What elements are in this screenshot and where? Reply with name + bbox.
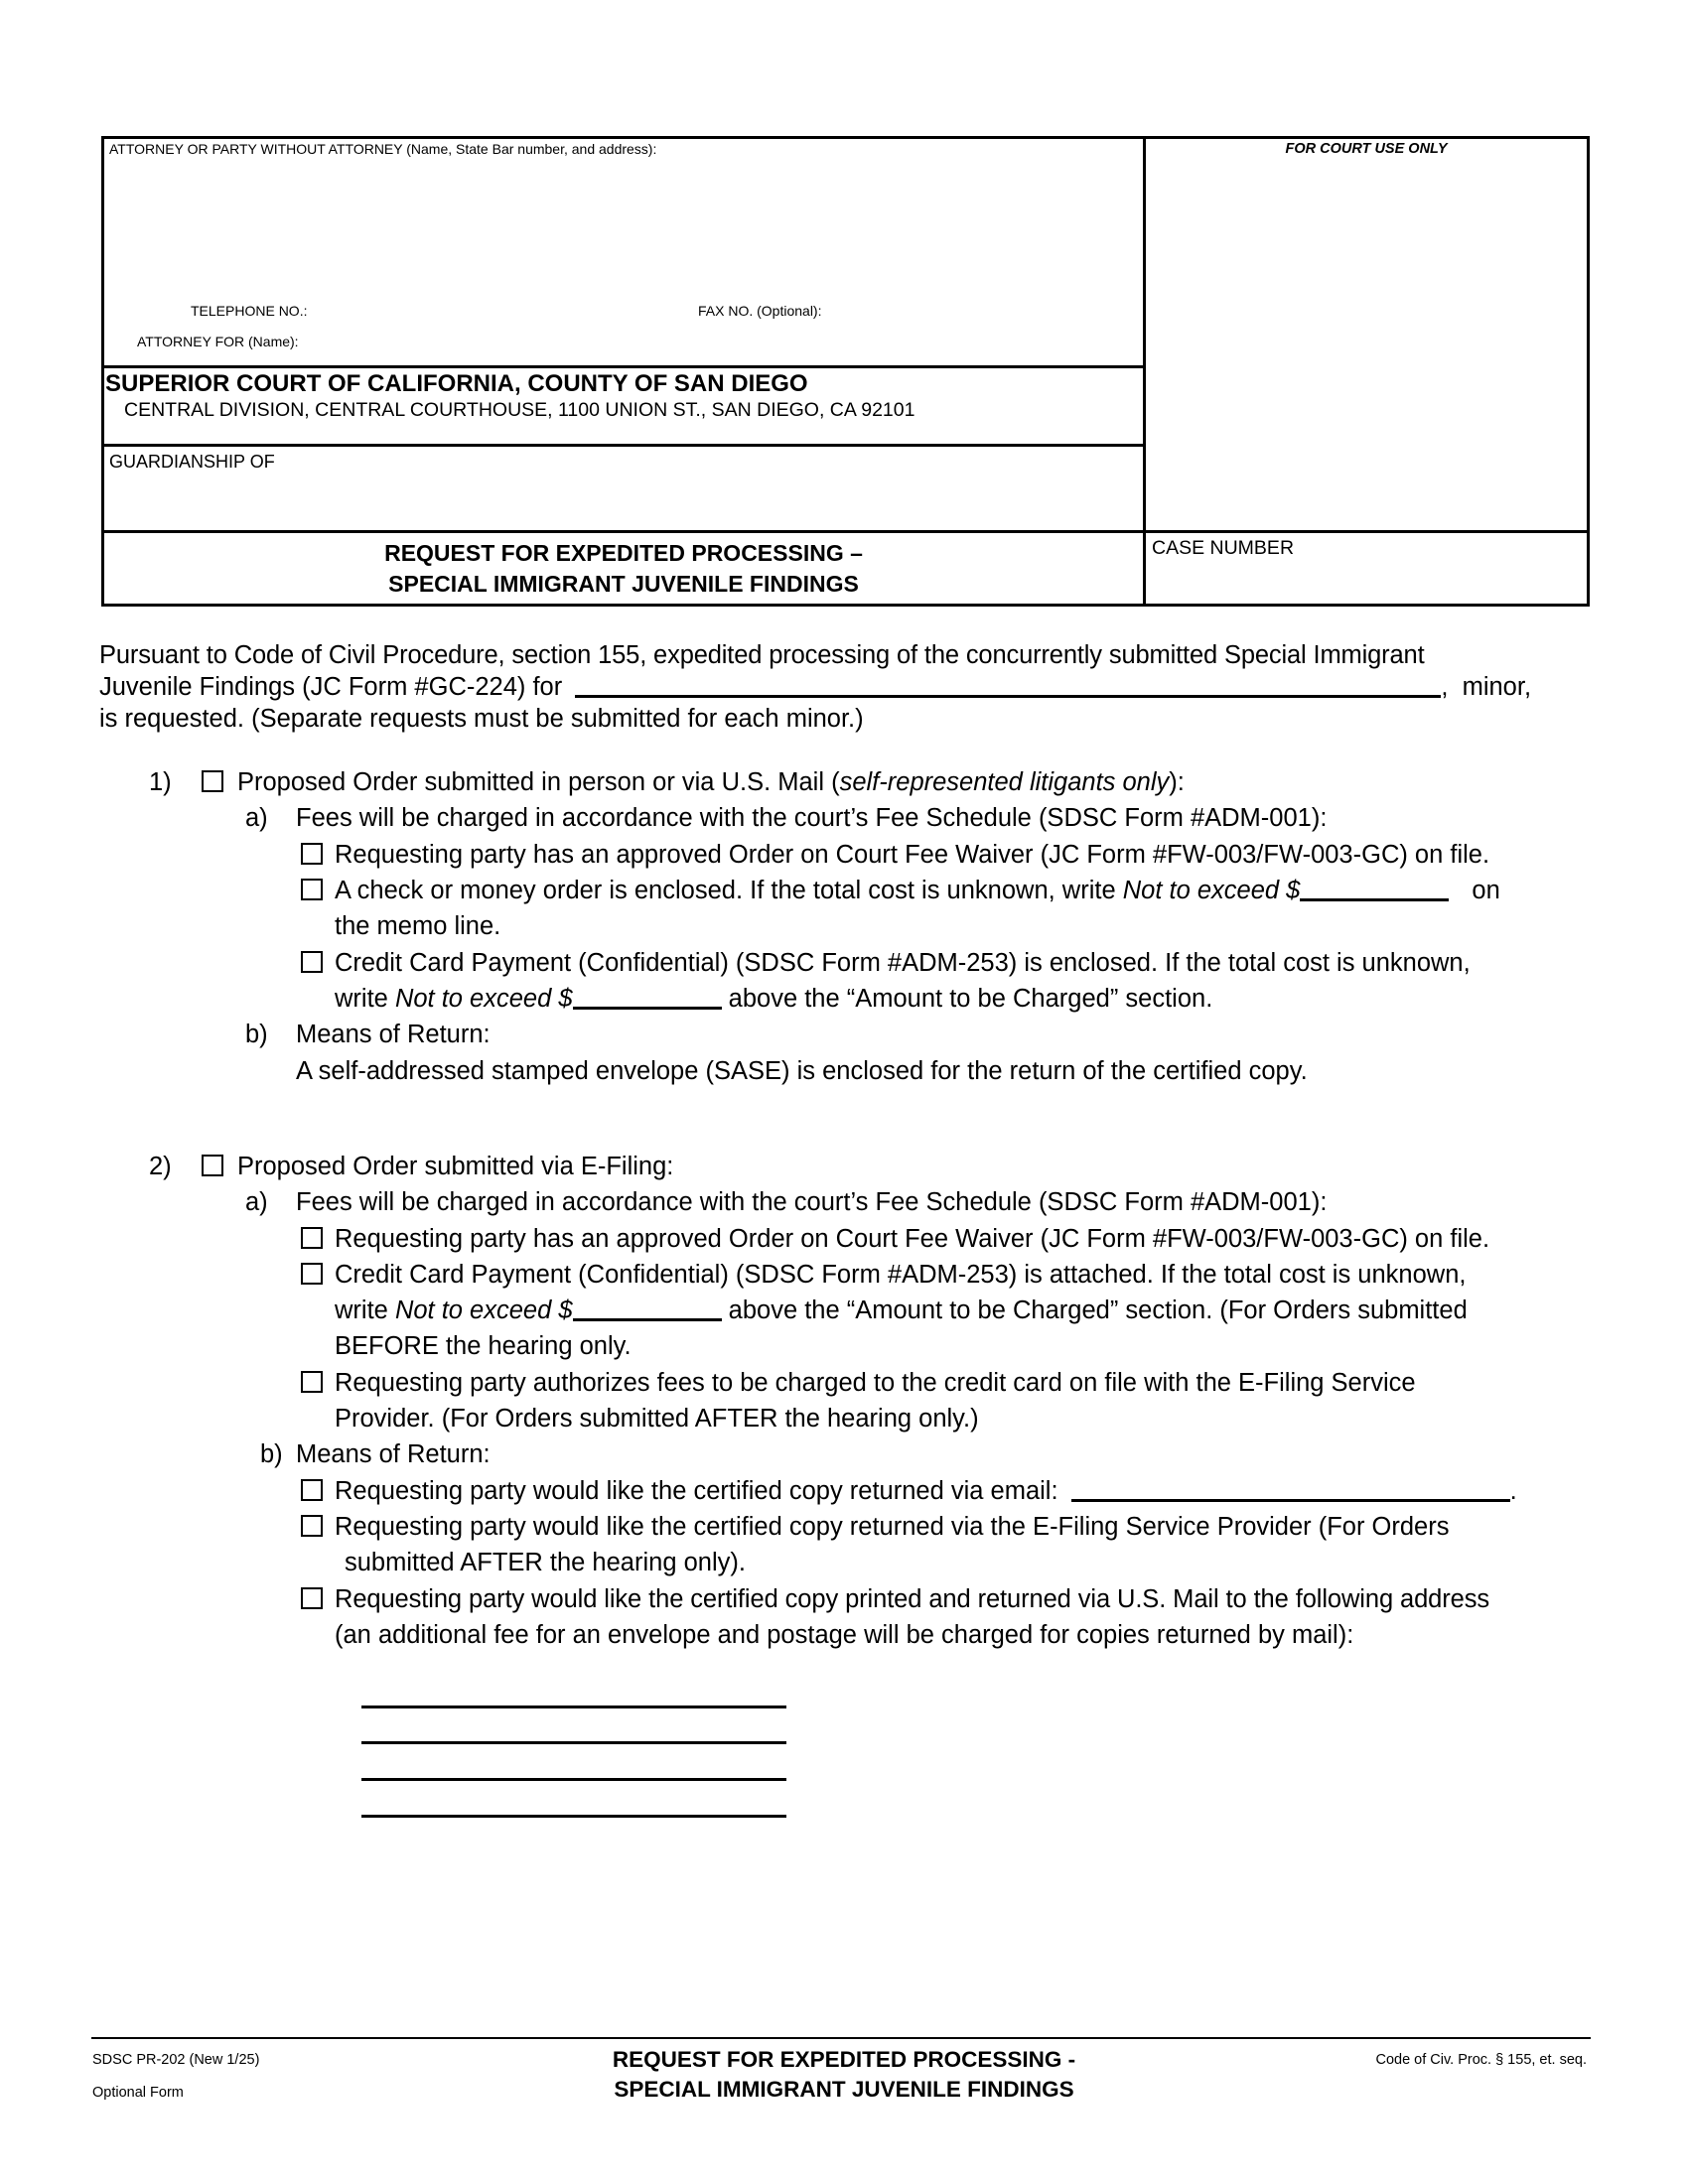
section-2-fee-waiver-label: Requesting party has an approved Order on Court Fee Waiver (JC Form #FW-003/FW-003-GC) on file. [335, 1225, 1490, 1253]
return-email-field[interactable] [1071, 1499, 1510, 1502]
section-2-credit-card-line-3: BEFORE the hearing only. [335, 1332, 632, 1360]
court-name: SUPERIOR COURT OF CALIFORNIA, COUNTY OF SAN DIEGO [105, 370, 808, 397]
court-use-only-box [1143, 136, 1590, 533]
section-2-number: 2) [149, 1153, 172, 1180]
footer-form-id: SDSC PR-202 (New 1/25) [92, 2052, 260, 2068]
cc2-label-suffix: above the “Amount to be Charged” section. (For Orders submitted [721, 1297, 1468, 1324]
footer-divider [91, 2037, 1591, 2039]
footer-form-type: Optional Form [92, 2085, 184, 2101]
mailing-address-line-2[interactable] [361, 1741, 786, 1744]
intro-line-1: Pursuant to Code of Civil Procedure, section 155, expedited processing of the concurrently submitted Special Immigrant [99, 641, 1425, 669]
section-1-label-italic: self-represented litigants only [839, 768, 1170, 796]
section-2a-text: Fees will be charged in accordance with the court’s Fee Schedule (SDSC Form #ADM-001): [296, 1188, 1328, 1216]
return-mail-line-1: Requesting party would like the certified copy printed and returned via U.S. Mail to the following address [335, 1585, 1490, 1613]
section-1b-detail: A self-addressed stamped envelope (SASE) is enclosed for the return of the certified copy. [296, 1057, 1308, 1085]
return-mail-checkbox[interactable] [301, 1587, 323, 1609]
section-1-fee-waiver-checkbox[interactable] [301, 843, 323, 865]
section-1-number: 1) [149, 768, 172, 796]
intro-line-3: is requested. (Separate requests must be submitted for each minor.) [99, 705, 864, 733]
section-2-authorize-checkbox[interactable] [301, 1371, 323, 1393]
form-title-line1: REQUEST FOR EXPEDITED PROCESSING – [384, 540, 863, 566]
section-2-checkbox[interactable] [202, 1155, 223, 1176]
intro-line-2-prefix: Juvenile Findings (JC Form #GC-224) for [99, 673, 563, 701]
mailing-address-line-3[interactable] [361, 1778, 786, 1781]
footer-title-line-1: REQUEST FOR EXPEDITED PROCESSING - [612, 2047, 1076, 2072]
section-2-label: Proposed Order submitted via E-Filing: [237, 1153, 674, 1180]
attorney-for-label: ATTORNEY FOR (Name): [137, 334, 299, 349]
section-2-cc-amount-field[interactable] [573, 1318, 722, 1321]
intro-line-2 [99, 675, 1531, 701]
court-address: CENTRAL DIVISION, CENTRAL COURTHOUSE, 1100 UNION ST., SAN DIEGO, CA 92101 [124, 399, 915, 421]
cc2-label-prefix: write [335, 1297, 395, 1324]
court-use-only-label: FOR COURT USE ONLY [1285, 141, 1448, 157]
intro-line-2-suffix: , minor, [1441, 673, 1532, 701]
cc-label-suffix: above the “Amount to be Charged” section. [721, 985, 1213, 1013]
cc-label-prefix: write [335, 985, 395, 1013]
section-2-credit-card-line-1: Credit Card Payment (Confidential) (SDSC Form #ADM-253) is attached. If the total cost is unknown, [335, 1261, 1467, 1289]
guardianship-label: GUARDIANSHIP OF [109, 452, 275, 472]
section-2-credit-card-checkbox[interactable] [301, 1263, 323, 1285]
return-email-label [335, 1479, 1517, 1505]
section-1-credit-card-line-1: Credit Card Payment (Confidential) (SDSC Form #ADM-253) is enclosed. If the total cost is unknown, [335, 949, 1471, 977]
form-title-line2: SPECIAL IMMIGRANT JUVENILE FINDINGS [388, 571, 859, 597]
section-1a-marker: a) [245, 804, 268, 832]
section-2a-marker: a) [245, 1188, 268, 1216]
section-2-fee-waiver-checkbox[interactable] [301, 1227, 323, 1249]
section-1a-text: Fees will be charged in accordance with the court’s Fee Schedule (SDSC Form #ADM-001): [296, 804, 1328, 832]
case-number-label: CASE NUMBER [1152, 537, 1295, 559]
section-2-authorize-line-2: Provider. (For Orders submitted AFTER the hearing only.) [335, 1405, 979, 1433]
return-email-checkbox[interactable] [301, 1479, 323, 1501]
section-1-fee-waiver-label: Requesting party has an approved Order on Court Fee Waiver (JC Form #FW-003/FW-003-GC) on file. [335, 841, 1490, 869]
fax-label: FAX NO. (Optional): [698, 303, 822, 319]
section-1-label-suffix: ): [1169, 768, 1185, 796]
footer-code-reference: Code of Civ. Proc. § 155, et. seq. [1375, 2052, 1587, 2068]
attorney-label: ATTORNEY OR PARTY WITHOUT ATTORNEY (Name, State Bar number, and address): [109, 141, 657, 157]
section-2b-text: Means of Return: [296, 1440, 491, 1468]
check-amount-field[interactable] [1300, 898, 1449, 901]
section-1-checkbox[interactable] [202, 770, 223, 792]
section-1-check-checkbox[interactable] [301, 879, 323, 900]
section-1-credit-card-line-2 [335, 987, 1212, 1013]
return-email-text: Requesting party would like the certified copy returned via email: [335, 1477, 1058, 1505]
return-email-period: . [1509, 1477, 1517, 1505]
return-efsp-checkbox[interactable] [301, 1515, 323, 1537]
section-1-label-prefix: Proposed Order submitted in person or via U.S. Mail ( [237, 768, 840, 796]
return-efsp-line-2: submitted AFTER the hearing only). [345, 1549, 746, 1576]
cc-label-italic: Not to exceed $ [394, 985, 573, 1013]
section-1-check-line-2: the memo line. [335, 912, 501, 940]
check-label-italic: Not to exceed $ [1122, 877, 1301, 904]
cc2-label-italic: Not to exceed $ [394, 1297, 573, 1324]
section-1-cc-amount-field[interactable] [573, 1007, 722, 1010]
minor-name-field[interactable] [575, 695, 1441, 698]
section-1b-text: Means of Return: [296, 1021, 491, 1048]
footer-title-line-2: SPECIAL IMMIGRANT JUVENILE FINDINGS [614, 2077, 1074, 2102]
telephone-label: TELEPHONE NO.: [191, 303, 308, 319]
check-label-suffix: on [1465, 877, 1500, 904]
return-mail-line-2: (an additional fee for an envelope and postage will be charged for copies returned by mail): [335, 1621, 1354, 1649]
section-1-label [237, 770, 1185, 796]
check-label-prefix: A check or money order is enclosed. If the total cost is unknown, write [335, 877, 1123, 904]
section-2-credit-card-line-2 [335, 1298, 1468, 1324]
section-1-check-label [335, 879, 1500, 904]
mailing-address-line-1[interactable] [361, 1706, 786, 1708]
return-efsp-line-1: Requesting party would like the certified copy returned via the E-Filing Service Provider (For Orders [335, 1513, 1450, 1541]
mailing-address-line-4[interactable] [361, 1815, 786, 1818]
section-2b-marker: b) [260, 1440, 283, 1468]
section-2-authorize-line-1: Requesting party authorizes fees to be charged to the credit card on file with the E-Filing Service [335, 1369, 1416, 1397]
section-1-credit-card-checkbox[interactable] [301, 951, 323, 973]
section-1b-marker: b) [245, 1021, 268, 1048]
